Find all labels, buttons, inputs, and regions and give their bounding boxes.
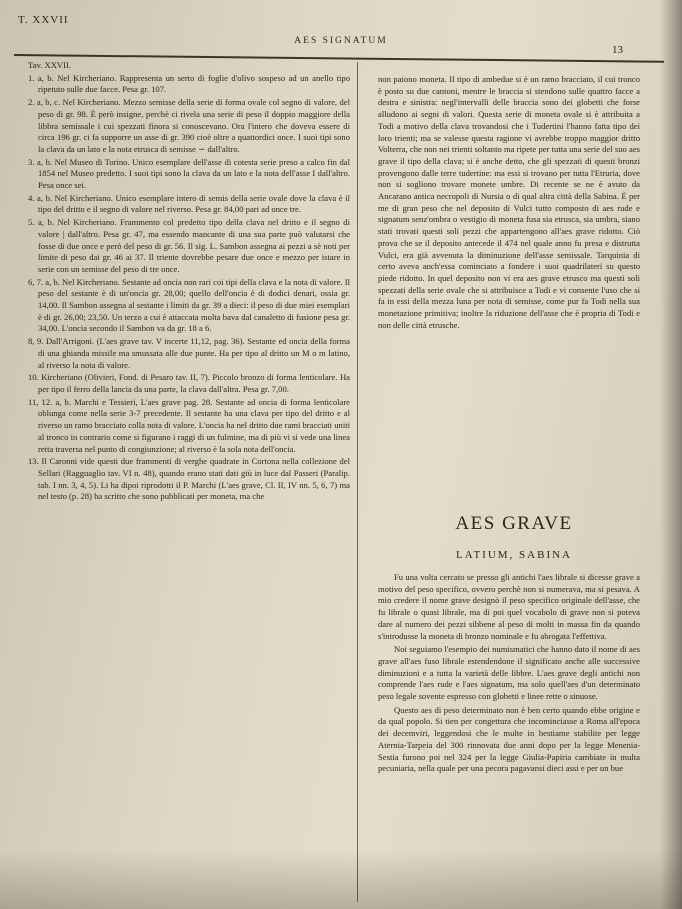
catalog-entry: 3. a, b. Nel Museo di Torino. Unico esemplare dell'asse di cotesta serie preso a calco fin dal 1854 nel Museo predetto. I suoi tipi sono la clava da un lato e la nota dell'asse I dall'altro. Pesa once sei. (28, 156, 350, 191)
section-subtitle: LATIUM, SABINA (456, 549, 572, 561)
page-bottom-shadow (0, 849, 682, 909)
catalog-entry: 1. a, b. Nel Kircheriano. Rappresenta un serto di foglie d'olivo sospeso ad un anello tipo ripetuto sulle due facce. Pesa gr. 107. (28, 72, 350, 95)
right-column (378, 74, 640, 332)
catalog-entry: 13. Il Caronni vide questi due frammenti di verghe quadrate in Cortona nella collezione del Sellari (Ragguaglio tav. VI n. 48), quando erano stati dati giù in luce dal Passeri (Paralip. tab. I nn. 3, 4, 5). Li ha dipoi riprodotti il P. Marchi (L'aes grave, Cl. II, IV nn. 5, 6, 7) ma nel testo (p. 28) ha scritto che sono pubblicati per moneta, ma che (28, 456, 350, 502)
column-divider (357, 62, 358, 902)
catalog-entry: 11, 12. a, b. Marchi e Tessieri, L'aes grave pag. 28. Sestante ad oncia di forma lenticolare oblunga come nella serie 3-7 precedente. Il sestante ha una clava per tipo del dritto e al riverso un ramo bracciato colla nota di valore. L'oncia ha nel dritto due rami bracciati uniti al tronco in contrario come si figurano i raggi di un fulmine, ma di più vi si vede una linea retta traversa nel punto di congiunzione; al riverso è la sola nota dell'oncia. (28, 396, 350, 454)
body-paragraph: Fu una volta cercato se presso gli antichi l'aes librale si dicesse grave a motivo del peso specifico, ovvero perchè non si numerava, ma si pesava. A mio credere il nome grave designò il peso specifico originale dell'asse, che fu librale o quasi librale, ma di poi quel vocabolo di grave non si poteva dare al numero dei pezzi sibbene al peso di molti in massa fin da quando s'introdusse la moneta di bronzo nominale e fu abrogata l'effettiva. (378, 572, 640, 641)
catalog-entry: 10. Kircheriano (Olivieri, Fond. di Pesaro tav. II, 7). Piccolo bronzo di forma lenticolare. Ha per tipo il ferro della lancia da una parte, la clava dall'altra. Pesa gr. 7,00. (28, 372, 350, 394)
section-title: AES GRAVE (455, 513, 573, 534)
page-edge-shadow (660, 0, 682, 909)
page-number: 13 (612, 44, 623, 56)
plate-heading: Tav. XXVII. (28, 60, 71, 70)
body-paragraph: non paiono moneta. Il tipo di ambedue si è un ramo bracciato, il cui tronco è posto su due cantoni, mentre le braccia si stendono sulle quattro facce a destra e sinistra: negl'intervalli delle braccia sono dei globetti che forse alludono ai segni di valori. Questa serie di moneta ovale si è attribuita a Todi a motivo della clava trovandosi che i Tudertini l'hanno fatta tipo dei loro trienti; ma se valesse questa ragione vi avrebbe troppo maggior dritto Volterra, che non nei trienti soltanto ma ripete per tutta una serie del suo aes grave il tipo della clava; si è anche detto, che gli spezzati di questi bronzi provengono dalle terre tudertine: ma essi si trovano per tutta l'Etruria, dove non si sogliono trovare monete umbre. Di recente se ne è avuto da Ancarano antica necropoli di Nursia o di qual altra città della Sabina. È per me di gran peso che nel deposito di Vulci tutto composto di aes rude e signatum senz'ombra o vestigio di moneta fusa sia etrusca, sia umbra, siano stati trovati questi soli pezzi che appartengono all'aes grave ridotto. Ciò prova che se il deposito antecede il 474 nel quale anno fu presa e distrutta Vulci, era già avvenuta la diminuzione dell'asse semissale. Tarquinia di certo aveva anch'essa cominciato a fondere i suoi quadrilateri su questo piede ridotto. In quel deposito non vi era aes grave etrusco ma questi soli spezzati della serie ovale che si attribuisce a Todi e vi consente l'uso che si fa in essi della mezza luna per nota di semisse, come pur fa Todi nella sua monetazione primitiva; inoltre la riduzione dell'asse che è propria di Todi e non delle città etrusche. (378, 74, 640, 330)
left-column (28, 60, 350, 504)
section-body (378, 572, 640, 777)
body-paragraph: Noi seguiamo l'esempio dei numismatici che hanno dato il nome di aes grave all'aes fuso librale estendendone il significato anche alle successive diminuzioni e a tutta la varietà delle libbre. L'aes grave degli antichi non comprende l'aes rude e l'aes signatum, ma solo quell'aes d'un determinato peso legale sovente espresso con globetti e linee rette o sinuose. (378, 644, 640, 702)
catalog-entry: 4. a, b. Nel Kircheriano. Unico esemplare intero di semis della serie ovale dove la clava è il tipo del dritto e il segno di valore nel riverso. Pesa gr. 84,00 pari ad once tre. (28, 192, 350, 215)
catalog-entry: 8, 9. Dall'Arrigoni. (L'aes grave tav. V incerte 11,12, pag. 36). Sestante ed oncia della forma di una ghianda missile ma smussata alle due punte. Ha per tipo al dritto un M o m latino, al riverso la nota di valore. (28, 336, 350, 370)
page-header (0, 0, 682, 60)
catalog-entry: 6, 7. a, b. Nel Kircheriano. Sestante ad oncia non rari coi tipi della clava e la nota di valore. Il peso del sestante è di un'oncia gr. 28,00; quello dell'oncia è di dodici denari, ossia gr. 14,00. Il Sambon assegna al sestante i limiti da gr. 39 a dieci: il peso di due miei esemplari è di gr. 26,00; 23,50. Un terzo a cui è attaccata molta bava dal canaletto di fusione pesa gr. 34,00. L'oncia secondo il Sambon va da gr. 18 a 6. (28, 276, 350, 334)
running-title: AES SIGNATUM (294, 36, 388, 46)
catalog-entry: 5. a, b. Nel Kircheriano. Frammento col predetto tipo della clava nel dritto e il segno di valore | dall'altro. Pesa gr. 47, ma essendo mancante di una sua parte può valutarsi che fosse di due once e però del peso di gr. 56. Il sig. L. Sambon assegna ai pezzi a sè noti per limite di peso dai gr. 46 ai 37. Il triente dovrebbe pesare due once e mezzo per istare in serie con un semisse del peso di tre once. (28, 217, 350, 274)
plate-label: T. XXVII (18, 14, 69, 26)
body-paragraph: Questo aes di peso determinato non è ben certo quando ebbe origine e da qual popolo. Si tien per congettura che incominciasse a Roma all'epoca dei decemviri, leggendosi che le multe in bestiame stabilite per legge Aternia-Tarpeia del 300 rinnovata due anni dopo per la legge Menenia-Sestia furono poi nel 324 per la legge Giulia-Papiria cambiate in multa pecuniaria, nella quale per una pecora pagavansi dieci assi e per un bue (378, 704, 640, 774)
catalog-entry: 2. a, b, c. Nel Kircheriano. Mezzo semisse della serie di forma ovale col segno di valore, del peso di gr. 98. È però insigne, perchè ci rivela una serie di peso il doppio maggiore della libbra semissale i cui spezzati finora si conoscevano. Ora l'intero che doveva essere di circa 196 gr. ci fa supporre un asse di gr. 390 cioè oltre a quattordici once. I suoi tipi sono la clava da un lato e la nota etrusca di semisse ∽ dall'altro. (28, 97, 350, 154)
